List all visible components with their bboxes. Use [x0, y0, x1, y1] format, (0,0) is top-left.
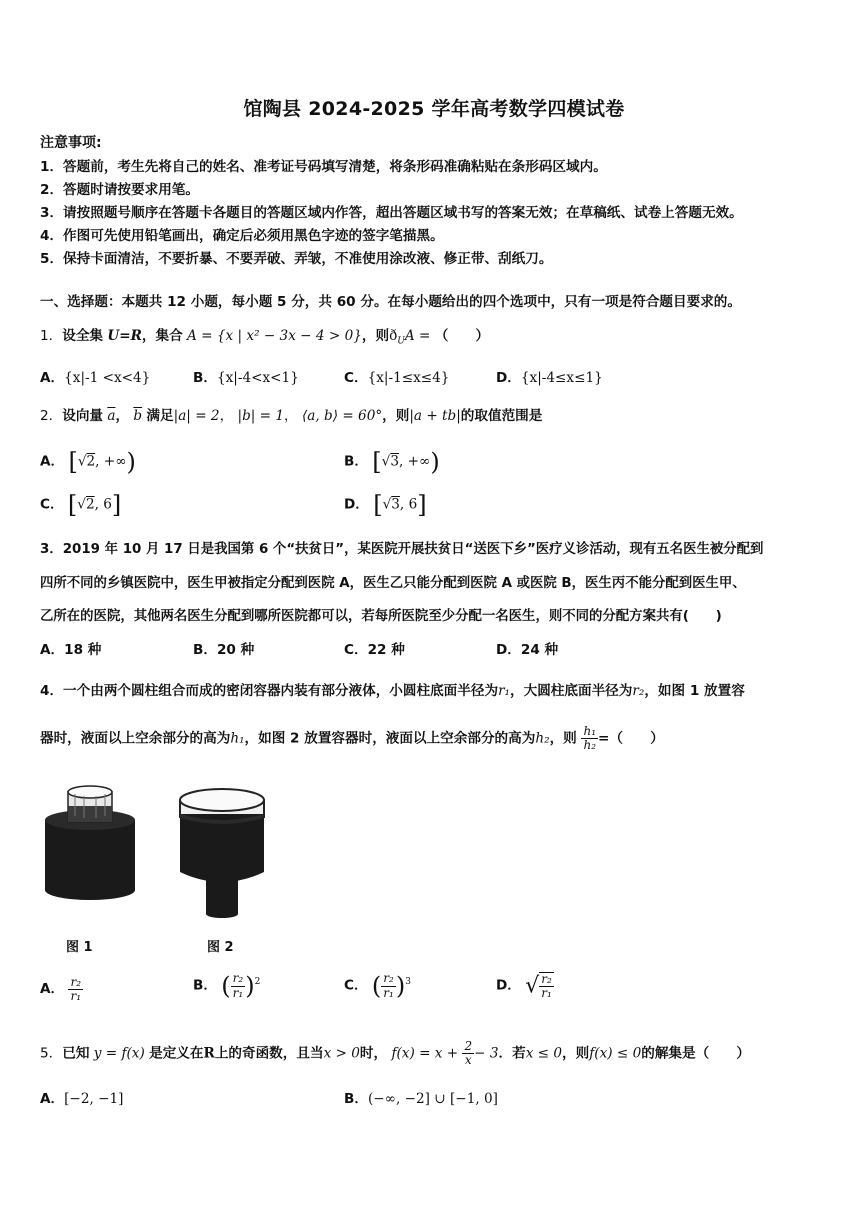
q2-text: 设向量	[62, 408, 104, 424]
q4-r2: r₂	[632, 683, 645, 699]
q1-complement-symbol: ð	[389, 328, 398, 344]
figure-2-container	[172, 782, 272, 922]
notice-item: 5．保持卡面清洁，不要折暴、不要弄破、弄皱，不准使用涂改液、修正带、刮纸刀。	[40, 251, 553, 267]
figure-1-caption: 图 1	[66, 940, 93, 955]
question-3-line: 乙所在的医院，其他两名医生分配到哪所医院都可以，若每所医院至少分配一名医生，则不同的分配方案共有( )	[40, 609, 722, 624]
q1-complement-set: A =	[404, 328, 431, 344]
q3-option-b: B．20 种	[193, 642, 255, 658]
q2-option-a: A． [√2, +∞)	[40, 448, 136, 476]
q1-option-c: C．{x|-1≤x≤4}	[344, 370, 450, 386]
q1-text: ，则	[361, 328, 390, 344]
q2-expression: |a + tb|	[409, 408, 461, 424]
q4-option-b: B． ( $\frac{\text{r₂}}{\text{r₁}}$ )$^2$	[193, 971, 261, 1000]
question-number: 2．	[40, 408, 63, 424]
q2-vector-b: $\overline{b}$	[133, 408, 143, 424]
q2-text: 满足	[146, 408, 174, 424]
q1-option-a: A．{x|-1 <x<4}	[40, 370, 151, 386]
q3-option-d: D．24 种	[496, 642, 559, 658]
q5-option-b: B．(−∞, −2] ∪ [−1, 0]	[344, 1091, 498, 1107]
q3-option-c: C．22 种	[344, 642, 405, 658]
q4-option-a: A． $\frac{\text{r₂}}{\text{r₁}}$	[40, 975, 81, 1004]
figure-2-caption: 图 2	[207, 940, 234, 955]
q1-option-d: D．{x|-4≤x≤1}	[496, 370, 603, 386]
question-1	[40, 324, 489, 347]
q1-universal-set: U=R	[107, 328, 142, 344]
q2-option-b: B． [√3, +∞)	[344, 448, 440, 476]
page-title: 馆陶县 2024-2025 学年高考数学四模试卷	[243, 98, 625, 120]
notice-item: 1．答题前，考生先将自己的姓名、准考证号码填写清楚，将条形码准确粘贴在条形码区域内。	[40, 159, 607, 175]
q4-h2: h₂	[535, 730, 550, 747]
question-4-line-2: 器时，液面以上空余部分的高为h₁，如图 2 放置容器时，液面以上空余部分的高为h₂，则 $\frac{\text{h₁}}{\text{h₂}}$ =（ ）	[40, 724, 664, 753]
q5-option-a: A．[−2, −1]	[40, 1091, 124, 1107]
q3-option-a: A．18 种	[40, 642, 102, 658]
q2-option-c: C． [√2, 6]	[40, 491, 122, 519]
section-heading: 一、选择题：本题共 12 小题，每小题 5 分，共 60 分。在每小题给出的四个选项中，只有一项是符合题目要求的。	[40, 294, 741, 310]
q1-complement-sub: U	[397, 336, 405, 347]
notice-item: 2．答题时请按要求用笔。	[40, 182, 199, 198]
q2-text: 的取值范围是	[460, 408, 543, 424]
q1-text: 设全集	[62, 328, 104, 344]
figure-1-container	[40, 782, 140, 922]
q2-text: ，	[115, 408, 130, 424]
question-3-line: 四所不同的乡镇医院中，医生甲被指定分配到医院 A，医生乙只能分配到医院 A 或医院 B，医生丙不能分配到医生甲、	[40, 576, 746, 591]
question-3-line: 3．2019 年 10 月 17 日是我国第 6 个“扶贫日”，某医院开展扶贫日“送医下乡”医疗义诊活动，现有五名医生被分配到	[40, 542, 764, 557]
q5-definition: f(x) = x +	[391, 1045, 459, 1062]
q4-option-d: D． √ $\frac{\text{r₂}}{\text{r₁}}$	[496, 972, 552, 1001]
q2-option-d: D． [√3, 6]	[344, 491, 427, 519]
q2-condition-2: |b| = 1	[237, 408, 285, 424]
q2-vector-a: $\overline{a}$	[107, 408, 116, 424]
q2-text: ，则	[382, 408, 410, 424]
question-5: 5．已知 y = f(x) 是定义在R上的奇函数，且当x > 0时， f(x) = x + $\frac{2}{x}$ − 3．若x ≤ 0，则f(x) ≤ 0的解集是（ ）	[40, 1039, 750, 1068]
q1-set-expression: A = {x | x² − 3x − 4 > 0}	[187, 328, 362, 344]
q4-ratio: $\frac{\text{h₁}}{\text{h₂}}$	[583, 724, 597, 753]
q1-option-b: B．{x|-4<x<1}	[193, 370, 299, 386]
question-number: 1．	[40, 328, 63, 344]
q2-condition-3: ⟨a, b⟩ = 60°	[301, 408, 383, 424]
q4-h1: h₁	[230, 730, 245, 747]
notice-item: 4．作图可先使用铅笔画出，确定后必须用黑色字迹的签字笔描黑。	[40, 228, 444, 244]
q4-option-c: C． ( $\frac{\text{r₂}}{\text{r₁}}$ )$^3$	[344, 971, 411, 1000]
notice-item: 3．请按照题号顺序在答题卡各题目的答题区域内作答，超出答题区域书写的答案无效；在草稿纸、试卷上答题无效。	[40, 205, 743, 221]
question-4-line-1: 4．一个由两个圆柱组合而成的密闭容器内装有部分液体，小圆柱底面半径为r₁，大圆柱底面半径为r₂，如图 1 放置容	[40, 683, 745, 699]
q5-function: y = f(x)	[93, 1045, 145, 1062]
q1-text: ，集合	[141, 328, 183, 344]
q4-r1: r₁	[498, 683, 511, 699]
notice-heading: 注意事项:	[40, 135, 102, 151]
q2-condition-1: |a| = 2	[173, 408, 220, 424]
q1-answer-paren: （ ）	[434, 328, 490, 344]
question-2: 2．设向量 $\overline{a}$， $\overline{b}$ 满足|a| = 2， |b| = 1， ⟨a, b⟩ = 60°，则|a + tb|的取值范围是	[40, 408, 543, 424]
